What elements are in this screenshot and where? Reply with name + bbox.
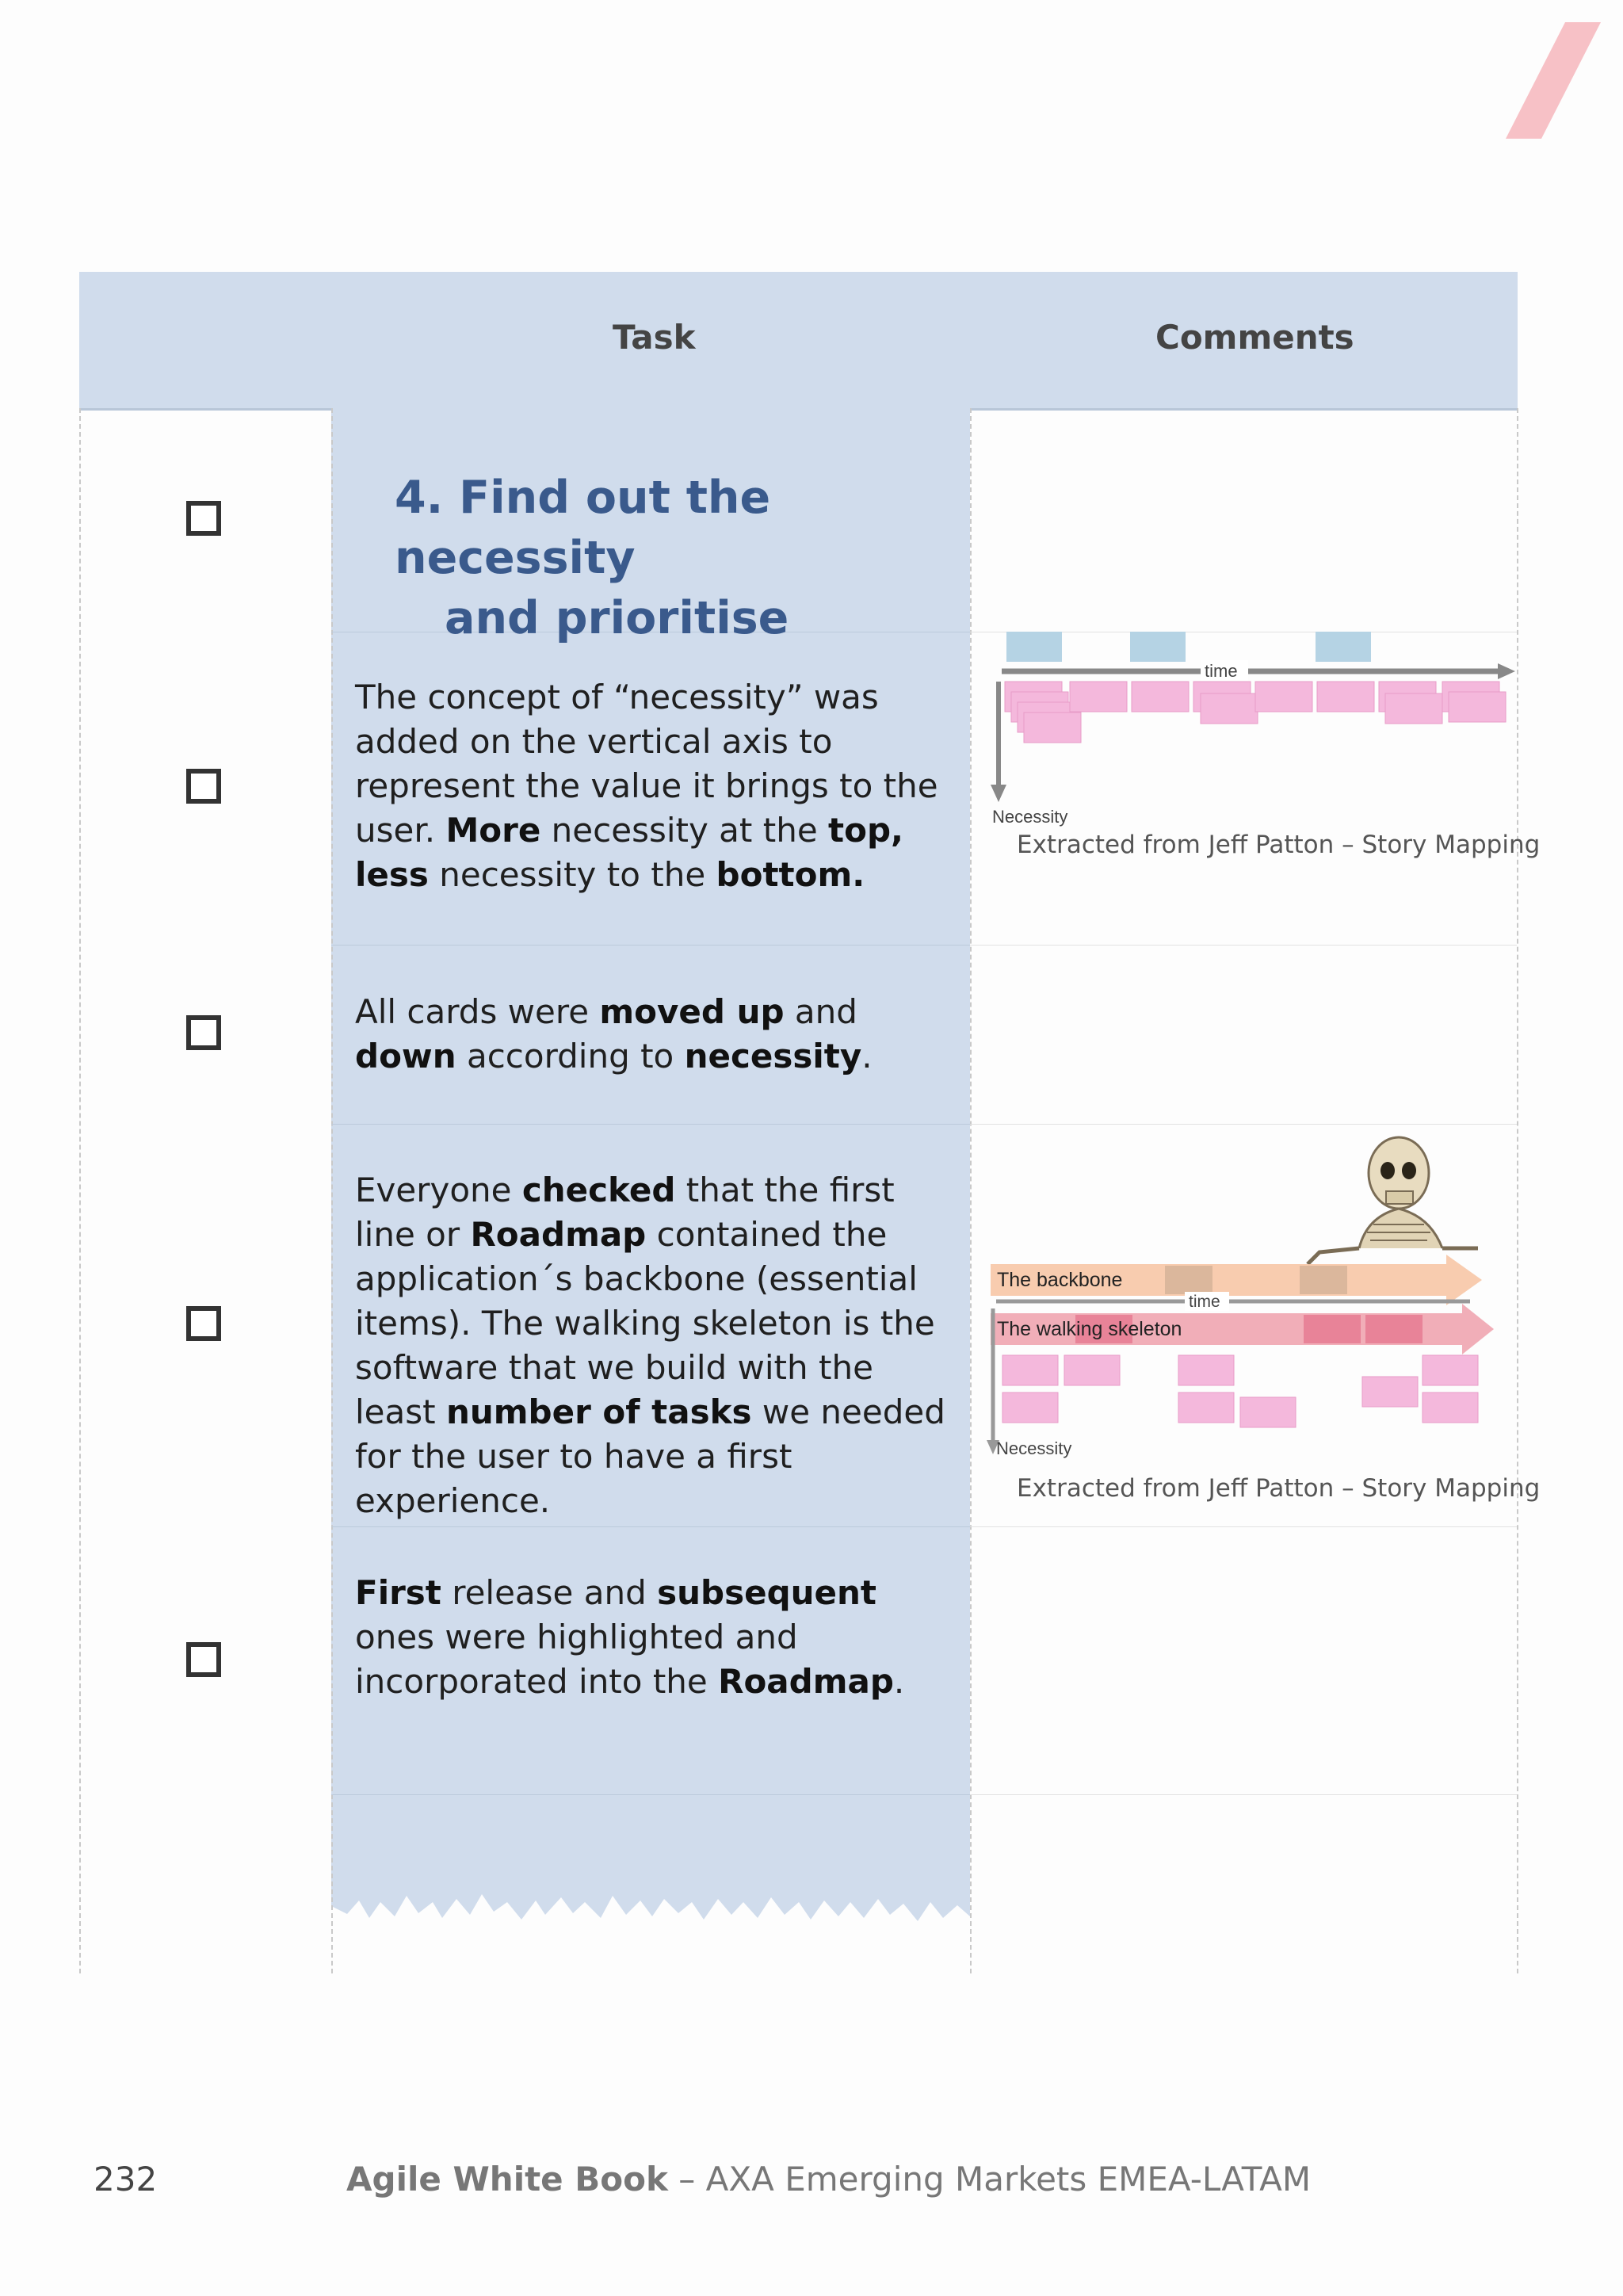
text-segment: necessity at the — [540, 811, 829, 850]
emphasized-text: necessity — [684, 1037, 862, 1075]
row-separator — [331, 1526, 970, 1527]
story-map-necessity-figure — [991, 630, 1518, 836]
text-segment: Everyone — [355, 1171, 522, 1209]
time-label: time — [1189, 1293, 1220, 1311]
text-segment: necessity to the — [428, 855, 716, 894]
text-segment: and — [784, 992, 857, 1031]
task-checkbox[interactable] — [186, 1015, 221, 1050]
comments-row-separator — [970, 1794, 1517, 1795]
torn-paper-edge — [331, 1878, 970, 1946]
row-separator — [331, 945, 970, 946]
section-title — [395, 468, 949, 648]
text-segment: ones were highlighted and incorporated into the — [355, 1618, 798, 1701]
emphasized-text: moved up — [599, 992, 785, 1031]
emphasized-text: First — [355, 1573, 441, 1612]
sticky-note-blue — [1130, 632, 1186, 662]
section-title-line-1: 4. Find out the necessity — [395, 472, 771, 584]
time-label: time — [1205, 661, 1238, 681]
table-left-border — [79, 408, 81, 1973]
necessity-label: Necessity — [996, 1438, 1072, 1458]
emphasized-text: number of tasks — [445, 1392, 752, 1431]
skeleton-illustration — [1308, 1137, 1478, 1264]
row-separator — [331, 1794, 970, 1795]
necessity-label: Necessity — [992, 807, 1068, 827]
task-checkbox[interactable] — [186, 1642, 221, 1677]
text-segment: contained the application´s backbone (essential items). The walking skeleton is the software that we build with the least — [355, 1215, 935, 1431]
figure-caption: Extracted from Jeff Patton – Story Mapping — [1017, 831, 1541, 859]
comments-column-header: Comments — [1155, 318, 1354, 357]
emphasized-text: bottom. — [716, 855, 865, 894]
task-description — [355, 1168, 957, 1523]
walking-skeleton-figure — [987, 1129, 1518, 1462]
emphasized-text: Roadmap — [718, 1662, 894, 1701]
emphasized-text: checked — [521, 1171, 676, 1209]
task-description — [355, 990, 957, 1079]
task-description — [355, 1571, 957, 1704]
emphasized-text: top, less — [355, 811, 903, 894]
sticky-note-blue — [1006, 632, 1062, 662]
walking-skeleton-label: The walking skeleton — [997, 1318, 1182, 1340]
figure-caption: Extracted from Jeff Patton – Story Mapping — [1017, 1474, 1541, 1503]
comments-row-separator — [970, 945, 1517, 946]
comments-row-separator — [970, 1124, 1517, 1125]
text-segment: The concept of “necessity” was added on the vertical axis to represent the value it brings to the user. — [355, 678, 938, 850]
row-separator — [331, 1124, 970, 1125]
text-segment: release and — [441, 1573, 658, 1612]
task-column-left-border — [331, 408, 333, 1973]
sticky-note-blue — [1316, 632, 1371, 662]
book-title-footer — [346, 2160, 1311, 2199]
page-number: 232 — [94, 2160, 158, 2199]
corner-stripe-decoration — [1490, 16, 1609, 143]
task-checkbox[interactable] — [186, 769, 221, 804]
book-title: Agile White Book — [346, 2160, 668, 2199]
emphasized-text: subsequent — [657, 1573, 877, 1612]
task-checkbox[interactable] — [186, 1306, 221, 1341]
table-header — [79, 272, 1518, 411]
text-segment: All cards were — [355, 992, 600, 1031]
text-segment: that the first line or — [355, 1171, 895, 1254]
text-segment: we needed for the user to have a first experience. — [355, 1392, 945, 1520]
task-column-right-border — [970, 408, 972, 1973]
text-segment: according to — [456, 1037, 685, 1075]
backbone-label: The backbone — [997, 1269, 1123, 1291]
emphasized-text: Roadmap — [470, 1215, 647, 1254]
text-segment: . — [893, 1662, 905, 1701]
comments-row-separator — [970, 1526, 1517, 1527]
book-subtitle: – AXA Emerging Markets EMEA-LATAM — [667, 2160, 1312, 2199]
emphasized-text: More — [445, 811, 541, 850]
section-title-line-2: and prioritise — [445, 592, 789, 644]
text-segment: . — [861, 1037, 873, 1075]
task-description — [355, 675, 957, 897]
emphasized-text: down — [355, 1037, 456, 1075]
task-column-header: Task — [613, 318, 696, 357]
task-checkbox[interactable] — [186, 501, 221, 536]
